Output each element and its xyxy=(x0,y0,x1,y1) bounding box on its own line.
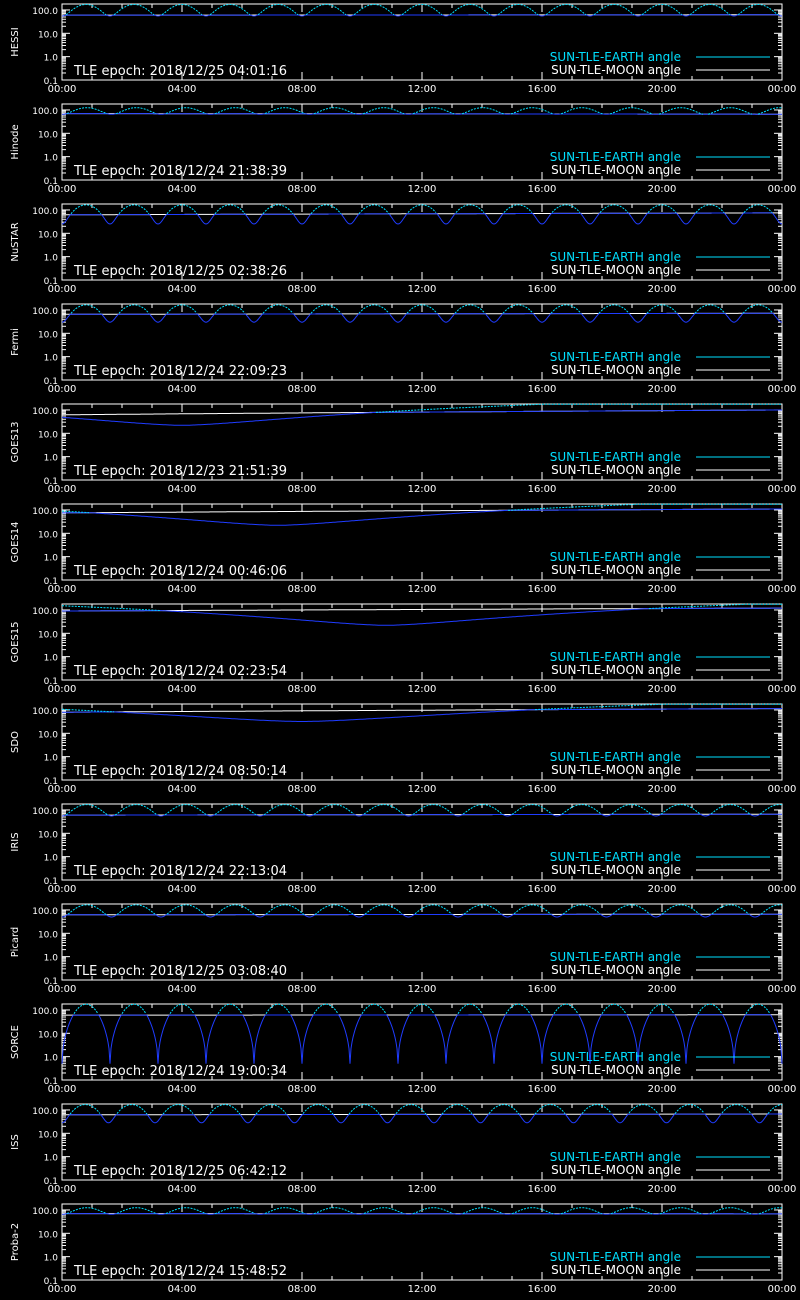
legend-moon-label: SUN-TLE-MOON angle xyxy=(551,963,681,977)
y-tick-label: 100.0 xyxy=(32,106,58,117)
series-sun-tle-earth-angle-shadowed xyxy=(62,410,782,425)
y-tick-label: 10.0 xyxy=(37,630,58,641)
x-tick-label: 12:00 xyxy=(407,184,437,195)
y-tick-label: 1.0 xyxy=(43,1253,58,1264)
y-tick-label: 10.0 xyxy=(37,30,58,41)
x-tick-label: 00:00 xyxy=(767,84,797,95)
legend-moon-label: SUN-TLE-MOON angle xyxy=(551,563,681,577)
x-tick-label: 00:00 xyxy=(47,584,77,595)
y-tick-label: 100.0 xyxy=(32,906,58,917)
y-tick-label: 0.1 xyxy=(43,977,58,987)
tle-epoch-label: TLE epoch: 2018/12/24 21:38:39 xyxy=(74,164,288,179)
x-tick-label: 20:00 xyxy=(647,284,677,295)
x-tick-label: 04:00 xyxy=(167,784,197,795)
satellite-name: NuSTAR xyxy=(10,222,21,262)
series-sun-tle-earth-angle-shadowed xyxy=(62,914,782,917)
y-tick-label: 0.1 xyxy=(43,1277,58,1287)
x-tick-label: 00:00 xyxy=(47,1184,77,1195)
x-tick-label: 20:00 xyxy=(647,484,677,495)
y-tick-label: 1.0 xyxy=(43,653,58,664)
y-tick-label: 100.0 xyxy=(32,306,58,317)
legend-earth-label: SUN-TLE-EARTH angle xyxy=(549,150,681,164)
panel-iss xyxy=(10,1104,796,1195)
x-tick-label: 12:00 xyxy=(407,1084,437,1095)
panel-sdo xyxy=(10,704,796,795)
y-tick-label: 10.0 xyxy=(37,130,58,141)
x-tick-label: 08:00 xyxy=(287,384,317,395)
x-tick-label: 00:00 xyxy=(47,184,77,195)
legend-moon-label: SUN-TLE-MOON angle xyxy=(551,1263,681,1277)
y-tick-label: 100.0 xyxy=(32,806,58,817)
x-tick-label: 16:00 xyxy=(527,684,557,695)
x-tick-label: 20:00 xyxy=(647,584,677,595)
x-tick-label: 08:00 xyxy=(287,1084,317,1095)
x-tick-label: 00:00 xyxy=(47,84,77,95)
tle-epoch-label: TLE epoch: 2018/12/25 04:01:16 xyxy=(74,64,288,79)
x-tick-label: 16:00 xyxy=(527,84,557,95)
x-tick-label: 16:00 xyxy=(527,284,557,295)
x-tick-label: 16:00 xyxy=(527,1284,557,1295)
y-tick-label: 100.0 xyxy=(32,1006,58,1017)
satellite-name: HESSI xyxy=(10,27,21,57)
legend-earth-label: SUN-TLE-EARTH angle xyxy=(549,350,681,364)
x-tick-label: 08:00 xyxy=(287,584,317,595)
y-tick-label: 1.0 xyxy=(43,1053,58,1064)
y-tick-label: 10.0 xyxy=(37,1030,58,1041)
x-tick-label: 00:00 xyxy=(767,584,797,595)
legend-moon-label: SUN-TLE-MOON angle xyxy=(551,1063,681,1077)
y-tick-label: 10.0 xyxy=(37,730,58,741)
series-sun-tle-earth-angle-shadowed xyxy=(62,114,782,115)
tle-epoch-label: TLE epoch: 2018/12/24 22:13:04 xyxy=(74,864,288,879)
x-tick-label: 20:00 xyxy=(647,984,677,995)
satellite-name: Fermi xyxy=(10,328,21,356)
x-tick-label: 08:00 xyxy=(287,784,317,795)
x-tick-label: 16:00 xyxy=(527,984,557,995)
x-tick-label: 12:00 xyxy=(407,1184,437,1195)
y-tick-label: 0.1 xyxy=(43,677,58,687)
y-tick-label: 0.1 xyxy=(43,1177,58,1187)
tle-epoch-label: TLE epoch: 2018/12/25 02:38:26 xyxy=(74,264,288,279)
x-tick-label: 04:00 xyxy=(167,1184,197,1195)
x-tick-label: 04:00 xyxy=(167,1284,197,1295)
legend-earth-label: SUN-TLE-EARTH angle xyxy=(549,850,681,864)
satellite-name: IRIS xyxy=(10,832,21,852)
panel-proba-2 xyxy=(10,1204,796,1295)
x-tick-label: 00:00 xyxy=(47,784,77,795)
tle-epoch-label: TLE epoch: 2018/12/25 06:42:12 xyxy=(74,1164,288,1179)
y-tick-label: 0.1 xyxy=(43,777,58,787)
y-tick-label: 1.0 xyxy=(43,353,58,364)
legend-earth-label: SUN-TLE-EARTH angle xyxy=(549,950,681,964)
panel-fermi xyxy=(10,304,796,395)
series-sun-tle-earth-angle xyxy=(67,108,782,114)
x-tick-label: 00:00 xyxy=(767,884,797,895)
satellite-name: Hinode xyxy=(10,124,21,160)
x-tick-label: 00:00 xyxy=(767,784,797,795)
legend-moon-label: SUN-TLE-MOON angle xyxy=(551,863,681,877)
satellite-name: SDO xyxy=(10,731,21,753)
satellite-name: Picard xyxy=(10,926,21,958)
x-tick-label: 04:00 xyxy=(167,1084,197,1095)
legend-earth-label: SUN-TLE-EARTH angle xyxy=(549,650,681,664)
legend-earth-label: SUN-TLE-EARTH angle xyxy=(549,550,681,564)
y-tick-label: 10.0 xyxy=(37,230,58,241)
legend-earth-label: SUN-TLE-EARTH angle xyxy=(549,50,681,64)
x-tick-label: 08:00 xyxy=(287,184,317,195)
tle-epoch-label: TLE epoch: 2018/12/23 21:51:39 xyxy=(74,464,288,479)
y-tick-label: 1.0 xyxy=(43,53,58,64)
x-tick-label: 00:00 xyxy=(767,1184,797,1195)
y-tick-label: 100.0 xyxy=(32,406,58,417)
x-tick-label: 00:00 xyxy=(767,684,797,695)
series-sun-tle-earth-angle-shadowed xyxy=(62,313,782,322)
y-tick-label: 10.0 xyxy=(37,1230,58,1241)
y-tick-label: 10.0 xyxy=(37,930,58,941)
x-tick-label: 00:00 xyxy=(767,184,797,195)
y-tick-label: 100.0 xyxy=(32,506,58,517)
x-tick-label: 12:00 xyxy=(407,384,437,395)
x-tick-label: 16:00 xyxy=(527,384,557,395)
series-sun-tle-earth-angle-shadowed xyxy=(62,1114,782,1123)
x-tick-label: 20:00 xyxy=(647,384,677,395)
panel-hessi xyxy=(10,4,796,95)
legend-moon-label: SUN-TLE-MOON angle xyxy=(551,63,681,77)
y-tick-label: 0.1 xyxy=(43,577,58,587)
x-tick-label: 04:00 xyxy=(167,84,197,95)
y-tick-label: 1.0 xyxy=(43,553,58,564)
x-tick-label: 04:00 xyxy=(167,884,197,895)
x-tick-label: 16:00 xyxy=(527,1184,557,1195)
y-tick-label: 100.0 xyxy=(32,606,58,617)
legend-earth-label: SUN-TLE-EARTH angle xyxy=(549,750,681,764)
x-tick-label: 00:00 xyxy=(47,884,77,895)
y-tick-label: 1.0 xyxy=(43,1153,58,1164)
satellite-name: GOES13 xyxy=(10,421,21,463)
x-tick-label: 16:00 xyxy=(527,784,557,795)
x-tick-label: 00:00 xyxy=(47,1284,77,1295)
legend-moon-label: SUN-TLE-MOON angle xyxy=(551,363,681,377)
x-tick-label: 08:00 xyxy=(287,284,317,295)
x-tick-label: 12:00 xyxy=(407,284,437,295)
legend-moon-label: SUN-TLE-MOON angle xyxy=(551,763,681,777)
x-tick-label: 20:00 xyxy=(647,1284,677,1295)
legend-moon-label: SUN-TLE-MOON angle xyxy=(551,163,681,177)
series-sun-tle-earth-angle-shadowed xyxy=(62,814,782,816)
tle-epoch-label: TLE epoch: 2018/12/24 02:23:54 xyxy=(74,664,288,679)
satellite-name: GOES15 xyxy=(10,621,21,663)
series-sun-tle-earth-angle xyxy=(70,1105,782,1115)
x-tick-label: 16:00 xyxy=(527,484,557,495)
satellite-name: GOES14 xyxy=(10,521,21,563)
legend-earth-label: SUN-TLE-EARTH angle xyxy=(549,1150,681,1164)
x-tick-label: 00:00 xyxy=(767,484,797,495)
x-tick-label: 12:00 xyxy=(407,884,437,895)
satellite-name: SORCE xyxy=(10,1025,21,1059)
tle-epoch-label: TLE epoch: 2018/12/24 22:09:23 xyxy=(74,364,288,379)
x-tick-label: 00:00 xyxy=(47,684,77,695)
legend-earth-label: SUN-TLE-EARTH angle xyxy=(549,250,681,264)
y-tick-label: 10.0 xyxy=(37,430,58,441)
y-tick-label: 1.0 xyxy=(43,953,58,964)
legend-moon-label: SUN-TLE-MOON angle xyxy=(551,463,681,477)
x-tick-label: 16:00 xyxy=(527,184,557,195)
x-tick-label: 04:00 xyxy=(167,684,197,695)
x-tick-label: 12:00 xyxy=(407,584,437,595)
tle-epoch-label: TLE epoch: 2018/12/24 19:00:34 xyxy=(74,1064,288,1079)
panel-picard xyxy=(10,904,796,995)
x-tick-label: 00:00 xyxy=(47,984,77,995)
x-tick-label: 20:00 xyxy=(647,884,677,895)
tle-epoch-label: TLE epoch: 2018/12/25 03:08:40 xyxy=(74,964,288,979)
x-tick-label: 08:00 xyxy=(287,684,317,695)
y-tick-label: 10.0 xyxy=(37,830,58,841)
panel-hinode xyxy=(10,104,796,195)
series-sun-tle-earth-angle-shadowed xyxy=(62,15,782,16)
y-tick-label: 0.1 xyxy=(43,77,58,87)
series-sun-tle-earth-angle xyxy=(68,905,782,915)
panel-goes15 xyxy=(10,604,796,695)
x-tick-label: 20:00 xyxy=(647,1084,677,1095)
x-tick-label: 12:00 xyxy=(407,484,437,495)
x-tick-label: 00:00 xyxy=(767,984,797,995)
x-tick-label: 00:00 xyxy=(47,1084,77,1095)
satellite-name: Proba-2 xyxy=(10,1222,21,1262)
x-tick-label: 16:00 xyxy=(527,1084,557,1095)
x-tick-label: 20:00 xyxy=(647,1184,677,1195)
x-tick-label: 00:00 xyxy=(47,284,77,295)
panel-goes14 xyxy=(10,504,796,595)
y-tick-label: 100.0 xyxy=(32,1106,58,1117)
x-tick-label: 12:00 xyxy=(407,984,437,995)
x-tick-label: 20:00 xyxy=(647,84,677,95)
legend-earth-label: SUN-TLE-EARTH angle xyxy=(549,450,681,464)
x-tick-label: 12:00 xyxy=(407,684,437,695)
legend-earth-label: SUN-TLE-EARTH angle xyxy=(549,1250,681,1264)
y-tick-label: 1.0 xyxy=(43,853,58,864)
x-tick-label: 08:00 xyxy=(287,984,317,995)
x-tick-label: 20:00 xyxy=(647,184,677,195)
x-tick-label: 08:00 xyxy=(287,884,317,895)
x-tick-label: 12:00 xyxy=(407,1284,437,1295)
x-tick-label: 00:00 xyxy=(767,284,797,295)
x-tick-label: 20:00 xyxy=(647,784,677,795)
x-tick-label: 08:00 xyxy=(287,1184,317,1195)
x-tick-label: 00:00 xyxy=(767,1284,797,1295)
series-sun-tle-earth-angle-shadowed xyxy=(62,213,782,224)
x-tick-label: 04:00 xyxy=(167,184,197,195)
x-tick-label: 00:00 xyxy=(47,384,77,395)
x-tick-label: 16:00 xyxy=(527,884,557,895)
x-tick-label: 20:00 xyxy=(647,684,677,695)
legend-moon-label: SUN-TLE-MOON angle xyxy=(551,1163,681,1177)
y-tick-label: 0.1 xyxy=(43,277,58,287)
y-tick-label: 100.0 xyxy=(32,206,58,217)
x-tick-label: 12:00 xyxy=(407,784,437,795)
x-tick-label: 08:00 xyxy=(287,1284,317,1295)
x-tick-label: 04:00 xyxy=(167,984,197,995)
legend-moon-label: SUN-TLE-MOON angle xyxy=(551,663,681,677)
y-tick-label: 0.1 xyxy=(43,177,58,187)
y-tick-label: 0.1 xyxy=(43,1077,58,1087)
legend-earth-label: SUN-TLE-EARTH angle xyxy=(549,1050,681,1064)
x-tick-label: 08:00 xyxy=(287,84,317,95)
tle-epoch-label: TLE epoch: 2018/12/24 00:46:06 xyxy=(74,564,288,579)
panel-goes13 xyxy=(10,404,796,495)
x-tick-label: 12:00 xyxy=(407,84,437,95)
y-tick-label: 10.0 xyxy=(37,1130,58,1141)
x-tick-label: 00:00 xyxy=(47,484,77,495)
x-tick-label: 08:00 xyxy=(287,484,317,495)
y-tick-label: 0.1 xyxy=(43,377,58,387)
satellite-name: ISS xyxy=(10,1134,21,1150)
x-tick-label: 00:00 xyxy=(767,384,797,395)
y-tick-label: 1.0 xyxy=(43,153,58,164)
series-sun-tle-earth-angle-shadowed xyxy=(62,1214,782,1215)
series-sun-tle-earth-angle xyxy=(66,805,782,815)
y-tick-label: 100.0 xyxy=(32,706,58,717)
x-tick-label: 04:00 xyxy=(167,584,197,595)
x-tick-label: 00:00 xyxy=(767,1084,797,1095)
series-sun-tle-earth-angle xyxy=(67,1208,782,1214)
legend-moon-label: SUN-TLE-MOON angle xyxy=(551,263,681,277)
y-tick-label: 1.0 xyxy=(43,253,58,264)
panel-sorce xyxy=(10,1004,796,1095)
y-tick-label: 1.0 xyxy=(43,753,58,764)
x-tick-label: 16:00 xyxy=(527,584,557,595)
y-tick-label: 100.0 xyxy=(32,1206,58,1217)
y-tick-label: 0.1 xyxy=(43,877,58,887)
tle-epoch-label: TLE epoch: 2018/12/24 08:50:14 xyxy=(74,764,288,779)
tle-epoch-label: TLE epoch: 2018/12/24 15:48:52 xyxy=(74,1264,288,1279)
x-tick-label: 04:00 xyxy=(167,484,197,495)
panel-nustar xyxy=(10,204,796,295)
panel-iris xyxy=(10,804,796,895)
x-tick-label: 04:00 xyxy=(167,284,197,295)
x-tick-label: 04:00 xyxy=(167,384,197,395)
y-tick-label: 0.1 xyxy=(43,477,58,487)
y-tick-label: 1.0 xyxy=(43,453,58,464)
y-tick-label: 10.0 xyxy=(37,330,58,341)
y-tick-label: 10.0 xyxy=(37,530,58,541)
y-tick-label: 100.0 xyxy=(32,6,58,17)
